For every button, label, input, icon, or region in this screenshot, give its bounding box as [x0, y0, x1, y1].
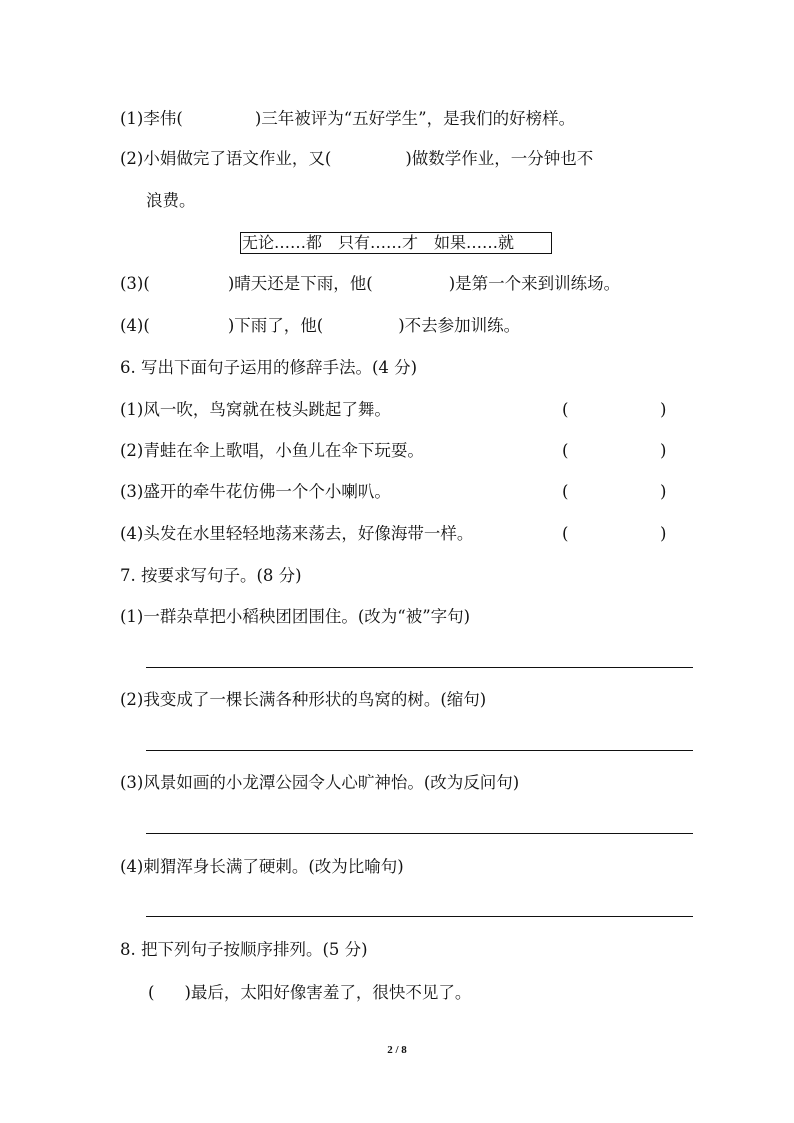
answer-paren-close: ): [660, 441, 667, 460]
q7-item-1: (1)一群杂草把小稻秧团团围住。(改为“被”字句): [120, 607, 471, 626]
answer-line[interactable]: [146, 916, 693, 917]
answer-paren-open: (: [562, 482, 569, 501]
answer-paren-open: (: [562, 441, 569, 460]
word-choice-box: 无论……都 只有……才 如果……就: [240, 232, 552, 254]
q5-item-2: (2)小娟做完了语文作业，又( )做数学作业，一分钟也不: [120, 149, 594, 168]
q6-item-4: (4)头发在水里轻轻地荡来荡去，好像海带一样。: [120, 524, 474, 543]
q7-item-2: (2)我变成了一棵长满各种形状的鸟窝的树。(缩句): [120, 690, 487, 709]
q5-item-4: (4)( )下雨了，他( )不去参加训练。: [120, 316, 521, 335]
q7-title: 7. 按要求写句子。(8 分): [120, 566, 302, 585]
answer-line[interactable]: [146, 750, 693, 751]
q5-item-1: (1)李伟( )三年被评为“五好学生”，是我们的好榜样。: [120, 109, 576, 128]
answer-line[interactable]: [146, 833, 693, 834]
answer-line[interactable]: [146, 667, 693, 668]
q6-title: 6. 写出下面句子运用的修辞手法。(4 分): [120, 358, 418, 377]
q5-item-3: (3)( )晴天还是下雨，他( )是第一个来到训练场。: [120, 274, 621, 293]
q5-item-2-continued: 浪费。: [146, 191, 196, 210]
q6-item-1: (1)风一吹，鸟窝就在枝头跳起了舞。: [120, 400, 391, 419]
q8-title: 8. 把下列句子按顺序排列。(5 分): [120, 940, 368, 959]
answer-paren-open: (: [562, 524, 569, 543]
answer-paren-close: ): [660, 482, 667, 501]
page-number: 2 / 8: [387, 1044, 407, 1056]
q7-item-4: (4)刺猬浑身长满了硬刺。(改为比喻句): [120, 857, 404, 876]
q7-item-3: (3)风景如画的小龙潭公园令人心旷神怡。(改为反问句): [120, 773, 520, 792]
answer-paren-close: ): [660, 524, 667, 543]
q6-item-2: (2)青蛙在伞上歌唱，小鱼儿在伞下玩耍。: [120, 441, 424, 460]
q8-item-1: ( )最后，太阳好像害羞了，很快不见了。: [148, 983, 472, 1002]
answer-paren-close: ): [660, 400, 667, 419]
q6-item-3: (3)盛开的牵牛花仿佛一个个小喇叭。: [120, 482, 391, 501]
answer-paren-open: (: [562, 400, 569, 419]
